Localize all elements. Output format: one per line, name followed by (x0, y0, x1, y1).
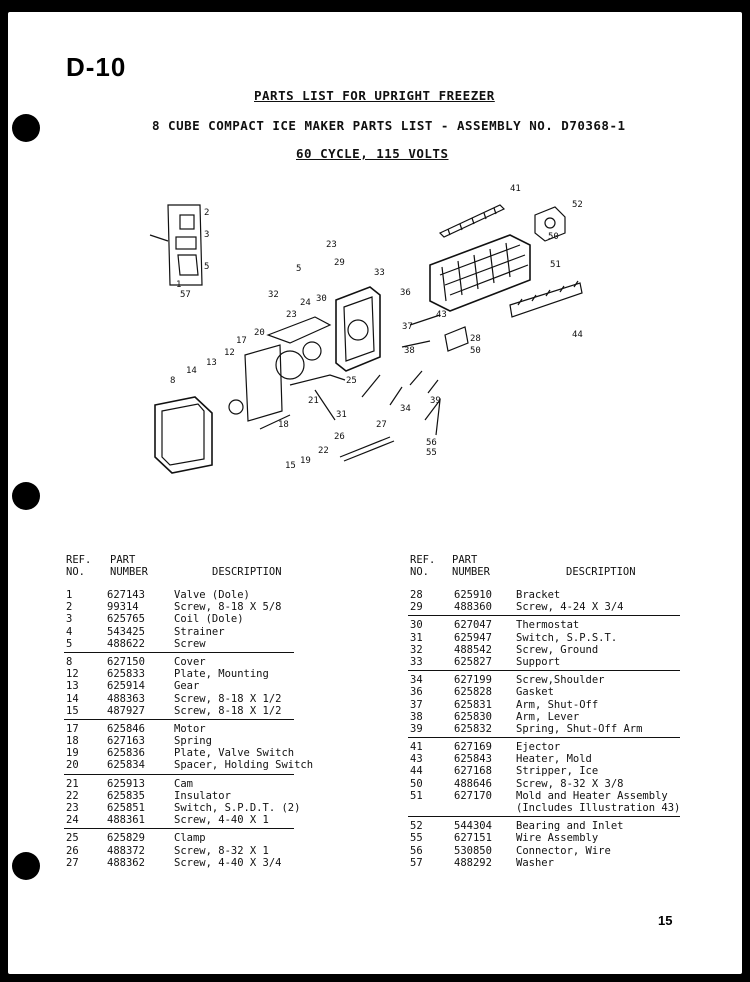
part-number-cell: 488372 (107, 844, 145, 857)
callout-label: 2 (204, 208, 210, 218)
callout-label: 41 (510, 184, 521, 194)
title-line-1: PARTS LIST FOR UPRIGHT FREEZER (254, 88, 495, 103)
part-number-cell: 488292 (454, 856, 492, 869)
table-row (64, 638, 294, 650)
parts-group (64, 722, 314, 775)
parts-group (408, 589, 680, 616)
part-number-cell: 625829 (107, 832, 145, 845)
callout-label: 34 (400, 404, 411, 414)
callout-label: 26 (334, 432, 345, 442)
callout-label: 51 (550, 260, 561, 270)
description-cell: Clamp (174, 832, 206, 845)
ref-cell: 41 (410, 741, 423, 754)
description-cell: Stripper, Ice (516, 765, 599, 778)
table-row (64, 845, 294, 857)
part-number-cell: 488361 (107, 814, 145, 827)
ref-cell: 52 (410, 820, 423, 833)
ref-cell: 56 (410, 844, 423, 857)
parts-group (408, 741, 680, 817)
ref-cell: 18 (66, 735, 79, 748)
description-cell: Thermostat (516, 619, 580, 632)
description-cell: Screw, 4-40 X 1 (174, 814, 269, 827)
description-cell: Screw, 8-18 X 5/8 (174, 601, 282, 614)
table-row (64, 656, 294, 668)
title-line-3: 60 CYCLE, 115 VOLTS (296, 146, 449, 161)
description-cell: Bearing and Inlet (516, 820, 624, 833)
table-row (64, 668, 294, 680)
ref-cell: 44 (410, 765, 423, 778)
table-row (408, 601, 680, 613)
callout-labels (170, 184, 583, 471)
parts-group (64, 656, 294, 720)
part-number-cell: 488646 (454, 777, 492, 790)
ref-cell: 33 (410, 655, 423, 668)
callout-label: 23 (326, 240, 337, 250)
table-row (408, 832, 680, 844)
callout-label: 24 (300, 298, 311, 308)
table-row (408, 845, 680, 857)
description-cell: Switch, S.P.S.T. (516, 631, 618, 644)
ref-cell: 55 (410, 832, 423, 845)
table-row (64, 759, 314, 772)
table-row (64, 680, 294, 692)
table-row (64, 601, 294, 613)
table-row (408, 711, 680, 723)
description-cell: Plate, Valve Switch (174, 747, 295, 760)
part-number-cell: 544304 (454, 820, 492, 833)
description-cell: Washer (516, 856, 554, 869)
table-row (64, 613, 294, 625)
ref-cell: 15 (66, 704, 79, 717)
description-cell: Insulator (174, 789, 231, 802)
ref-cell: 32 (410, 643, 423, 656)
description-cell: Plate, Mounting (174, 668, 269, 681)
part-number-cell: 625913 (107, 777, 145, 790)
table-row (408, 765, 680, 777)
title-line-2: 8 CUBE COMPACT ICE MAKER PARTS LIST - ASSEMBLY NO. D70368-1 (152, 118, 626, 133)
ref-cell: 37 (410, 698, 423, 711)
ref-cell: 24 (66, 814, 79, 827)
callout-label: 50 (470, 346, 481, 356)
parts-group (64, 832, 294, 871)
ref-cell: 21 (66, 777, 79, 790)
ref-cell: 19 (66, 747, 79, 760)
table-row (64, 626, 294, 638)
ref-cell: 36 (410, 686, 423, 699)
ref-cell: 28 (410, 589, 423, 601)
callout-label: 44 (572, 330, 583, 340)
part-number-cell: 625843 (454, 753, 492, 766)
col-header-ref: REF. NO. (66, 554, 92, 578)
table-row (408, 820, 680, 832)
part-number-cell: 625831 (454, 698, 492, 711)
callout-label: 55 (426, 448, 437, 458)
description-cell: Screw, 8-18 X 1/2 (174, 692, 282, 705)
description-cell: Spring (174, 735, 212, 748)
part-number-cell: 488362 (107, 856, 145, 869)
parts-group (64, 777, 301, 830)
description-cell: Arm, Lever (516, 710, 580, 723)
description-cell: Spring, Shut-Off Arm (516, 722, 643, 735)
ref-cell: 25 (66, 832, 79, 845)
callout-label: 31 (336, 410, 347, 420)
part-number-cell: 625914 (107, 680, 145, 693)
callout-label: 5 (296, 264, 302, 274)
ref-cell: 34 (410, 674, 423, 687)
table-row (408, 656, 680, 668)
ref-cell: 5 (66, 637, 73, 650)
callout-label: 23 (286, 310, 297, 320)
callout-label: 39 (430, 396, 441, 406)
part-number-cell: 625765 (107, 613, 145, 626)
description-cell: Screw, 4-24 X 3/4 (516, 601, 624, 614)
part-number-cell: 488363 (107, 692, 145, 705)
description-cell: Gasket (516, 686, 554, 699)
callout-label: 38 (404, 346, 415, 356)
callout-label: 25 (346, 376, 357, 386)
table-row (408, 644, 680, 656)
part-number-cell: 625830 (454, 710, 492, 723)
part-number-cell: 625836 (107, 747, 145, 760)
callout-label: 1 (176, 280, 182, 290)
description-cell: Cover (174, 655, 206, 668)
ref-cell: 43 (410, 753, 423, 766)
col-header-ref: REF. NO. (410, 554, 436, 578)
callout-label: 8 (170, 376, 176, 386)
description-cell: Ejector (516, 741, 561, 754)
part-number-cell: 625827 (454, 655, 492, 668)
exploded-assembly-diagram (140, 175, 610, 475)
part-number-cell: 627168 (454, 765, 492, 778)
callout-label: 15 (285, 461, 296, 471)
callout-label: 37 (402, 322, 413, 332)
description-cell: Screw, Ground (516, 643, 599, 656)
description-cell: Gear (174, 680, 200, 693)
callout-label: 50 (548, 232, 559, 242)
ref-cell: 27 (66, 856, 79, 869)
ref-cell: 23 (66, 802, 79, 814)
table-row (408, 753, 680, 765)
description-cell: Heater, Mold (516, 753, 592, 766)
ref-cell: 31 (410, 631, 423, 644)
ref-cell: 8 (66, 655, 73, 668)
ref-cell: 17 (66, 722, 79, 735)
punch-hole (12, 852, 40, 880)
callout-label: 32 (268, 290, 279, 300)
description-cell: Screw, 8-18 X 1/2 (174, 704, 282, 717)
table-row (64, 693, 294, 705)
ref-cell: 1 (66, 589, 73, 601)
callout-label: 5 (204, 262, 210, 272)
ref-cell: 29 (410, 601, 423, 614)
description-cell: Bracket (516, 589, 561, 601)
part-number-cell: 625851 (107, 802, 145, 814)
ref-cell: 12 (66, 668, 79, 681)
part-number-cell: 625834 (107, 759, 145, 772)
table-row (408, 686, 680, 698)
description-cell: Wire Assembly (516, 832, 599, 845)
table-row (64, 723, 294, 735)
callout-label: 33 (374, 268, 385, 278)
part-number-cell: 625832 (454, 722, 492, 735)
callout-label: 30 (316, 294, 327, 304)
col-header-part: PART NUMBER (452, 554, 490, 578)
ref-cell: 50 (410, 777, 423, 790)
part-number-cell: 488360 (454, 601, 492, 614)
table-row (64, 589, 294, 601)
ref-cell: 39 (410, 722, 423, 735)
callout-label: 29 (334, 258, 345, 268)
ref-cell: 57 (410, 856, 423, 869)
table-row (408, 589, 680, 601)
part-number-cell: 625910 (454, 589, 492, 601)
part-number-cell: 627199 (454, 674, 492, 687)
table-row (64, 802, 301, 814)
description-cell: Switch, S.P.D.T. (2) (174, 802, 301, 814)
description-cell: Cam (174, 777, 193, 790)
part-number-cell: 627163 (107, 735, 145, 748)
part-number-cell: 543425 (107, 625, 145, 638)
table-row (64, 735, 294, 747)
table-row (408, 802, 680, 814)
ref-cell: 3 (66, 613, 73, 626)
part-number-cell: 627047 (454, 619, 492, 632)
table-row (408, 741, 680, 753)
col-header-description: DESCRIPTION (566, 566, 636, 578)
part-number-cell: 627151 (454, 832, 492, 845)
callout-label: 52 (572, 200, 583, 210)
callout-label: 13 (206, 358, 217, 368)
description-cell: Screw,Shoulder (516, 674, 605, 687)
part-number-cell: 625828 (454, 686, 492, 699)
callout-label: 22 (318, 446, 329, 456)
part-number-cell: 488542 (454, 643, 492, 656)
callout-label: 19 (300, 456, 311, 466)
part-number-cell: 625833 (107, 668, 145, 681)
callout-label: 18 (278, 420, 289, 430)
parts-group (408, 619, 680, 671)
table-row (64, 814, 294, 826)
ref-cell: 30 (410, 619, 423, 632)
table-row (64, 857, 294, 869)
table-row (64, 778, 294, 790)
callout-label: 21 (308, 396, 319, 406)
ref-cell: 14 (66, 692, 79, 705)
description-cell: Connector, Wire (516, 844, 611, 857)
col-header-description: DESCRIPTION (212, 566, 282, 578)
table-row (64, 832, 294, 844)
callout-label: 17 (236, 336, 247, 346)
table-row (408, 857, 680, 869)
callout-label: 36 (400, 288, 411, 298)
part-number-cell: 627169 (454, 741, 492, 754)
callout-label: 57 (180, 290, 191, 300)
description-cell: Valve (Dole) (174, 589, 250, 601)
parts-group (408, 674, 680, 738)
part-number-cell: 627150 (107, 655, 145, 668)
table-row (408, 699, 680, 711)
description-cell: Coil (Dole) (174, 613, 244, 626)
ref-cell: 51 (410, 789, 423, 802)
punch-hole (12, 482, 40, 510)
part-number-cell: 487927 (107, 704, 145, 717)
table-row (408, 619, 680, 631)
ref-cell: 13 (66, 680, 79, 693)
col-header-part: PART NUMBER (110, 554, 148, 578)
table-row (64, 790, 294, 802)
punch-hole (12, 114, 40, 142)
table-row (64, 705, 294, 717)
callout-label: 43 (436, 310, 447, 320)
parts-table-left (64, 589, 314, 874)
part-number-cell: 625835 (107, 789, 145, 802)
callout-label: 56 (426, 438, 437, 448)
description-cell: Screw (174, 637, 206, 650)
callout-label: 27 (376, 420, 387, 430)
part-number-cell: 625947 (454, 631, 492, 644)
description-cell: Mold and Heater Assembly (516, 789, 668, 802)
table-row (408, 778, 680, 790)
description-cell: Screw, 8-32 X 1 (174, 844, 269, 857)
description-cell: Motor (174, 722, 206, 735)
callout-label: 28 (470, 334, 481, 344)
part-number-cell: 627170 (454, 789, 492, 802)
table-row (408, 632, 680, 644)
table-row (408, 723, 680, 735)
parts-table-right (408, 589, 680, 874)
description-cell: Screw, 4-40 X 3/4 (174, 856, 282, 869)
table-row (408, 790, 680, 802)
callout-label: 20 (254, 328, 265, 338)
description-cell: Spacer, Holding Switch (174, 759, 314, 772)
ref-cell: 26 (66, 844, 79, 857)
table-row (64, 747, 294, 759)
callout-label: 3 (204, 230, 210, 240)
page-number: 15 (658, 913, 673, 928)
parts-group (64, 589, 294, 653)
part-number-cell: 530850 (454, 844, 492, 857)
table-row (408, 674, 680, 686)
ref-cell: 4 (66, 625, 73, 638)
part-number-cell: 99314 (107, 601, 139, 614)
ref-cell: 22 (66, 789, 79, 802)
description-cell: (Includes Illustration 43) (516, 802, 681, 814)
ref-cell: 38 (410, 710, 423, 723)
ref-cell: 20 (66, 759, 79, 772)
description-cell: Screw, 8-32 X 3/8 (516, 777, 624, 790)
part-number-cell: 627143 (107, 589, 145, 601)
part-number-cell: 488622 (107, 637, 145, 650)
callout-label: 12 (224, 348, 235, 358)
ref-cell: 2 (66, 601, 73, 614)
diagram-drawing (150, 205, 582, 473)
description-cell: Strainer (174, 625, 225, 638)
callout-label: 14 (186, 366, 197, 376)
description-cell: Support (516, 655, 561, 668)
parts-group (408, 820, 680, 871)
part-number-cell: 625846 (107, 722, 145, 735)
page-code: D-10 (66, 52, 127, 82)
description-cell: Arm, Shut-Off (516, 698, 599, 711)
